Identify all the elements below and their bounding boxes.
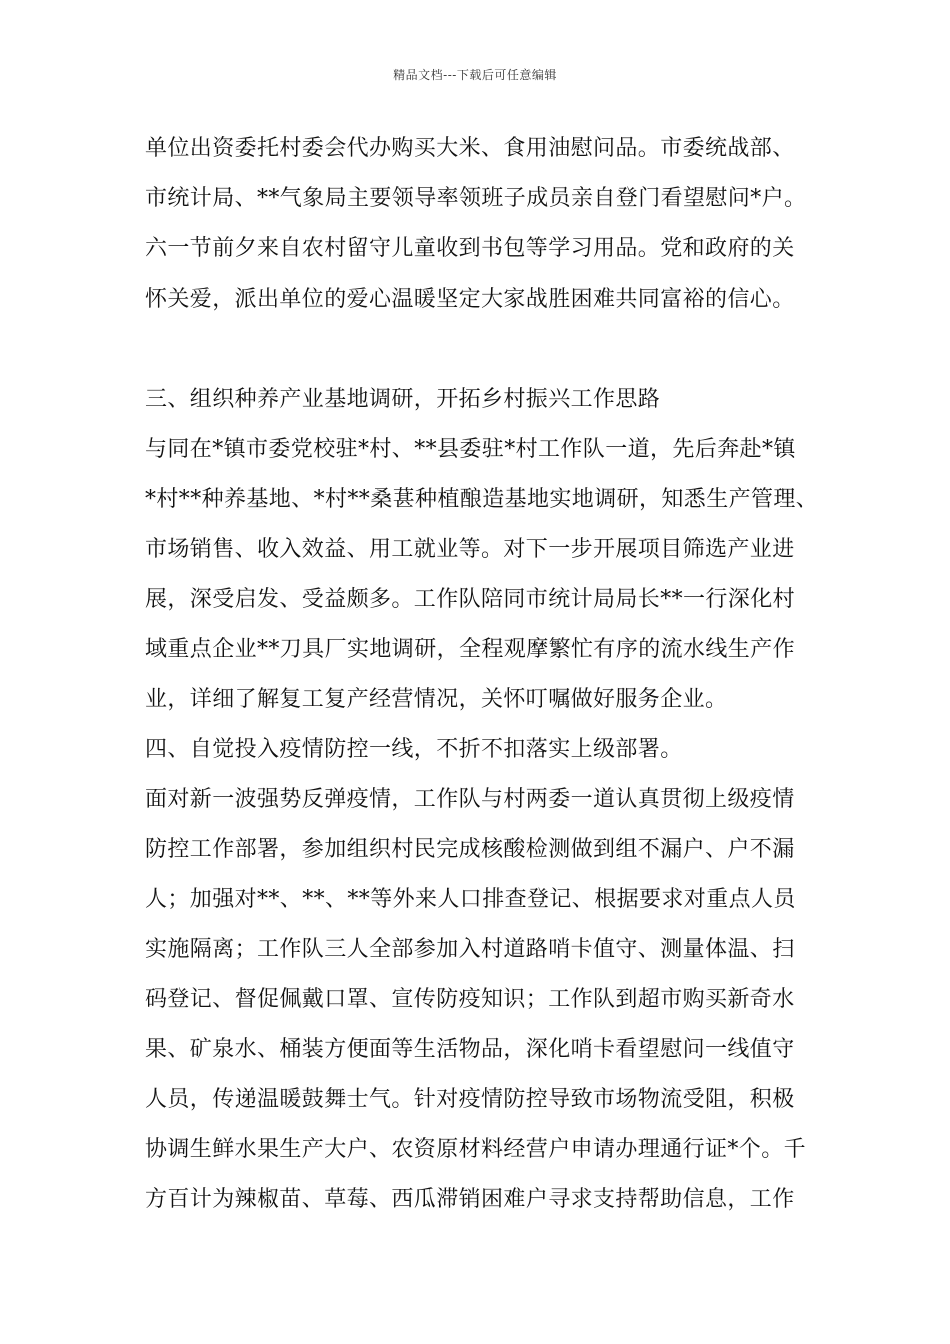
text-line: 人员，传递温暖鼓舞士气。针对疫情防控导致市场物流受阻，积极 [145, 1087, 795, 1112]
text-line: 码登记、督促佩戴口罩、宣传防疫知识；工作队到超市购买新奇水 [145, 987, 795, 1012]
text-line: 域重点企业**刀具厂实地调研，全程观摩繁忙有序的流水线生产作 [145, 637, 796, 662]
text-line: 怀关爱，派出单位的爱心温暖坚定大家战胜困难共同富裕的信心。 [145, 287, 795, 312]
text-line: *村**种养基地、*村**桑葚种植酿造基地实地调研，知悉生产管理、 [145, 487, 819, 512]
text-line: 面对新一波强势反弹疫情，工作队与村两委一道认真贯彻上级疫情 [145, 787, 795, 812]
text-line: 果、矿泉水、桶装方便面等生活物品，深化哨卡看望慰问一线值守 [145, 1037, 795, 1062]
text-line: 市场销售、收入效益、用工就业等。对下一步开展项目筛选产业进 [145, 537, 795, 562]
text-line: 实施隔离；工作队三人全部参加入村道路哨卡值守、测量体温、扫 [145, 937, 795, 962]
text-line: 业，详细了解复工复产经营情况，关怀叮嘱做好服务企业。 [145, 687, 728, 712]
text-line: 展，深受启发、受益颇多。工作队陪同市统计局局长**一行深化村 [145, 587, 796, 612]
text-line: 防控工作部署，参加组织村民完成核酸检测做到组不漏户、户不漏 [145, 837, 795, 862]
page-header: 精品文档---下载后可任意编辑 [393, 68, 557, 82]
text-line: 人；加强对**、**、**等外来人口排查登记、根据要求对重点人员 [145, 887, 796, 912]
text-line: 协调生鲜水果生产大户、农资原材料经营户申请办理通行证*个。千 [145, 1137, 807, 1162]
text-line: 方百计为辣椒苗、草莓、西瓜滞销困难户寻求支持帮助信息，工作 [145, 1187, 795, 1212]
section-heading: 四、自觉投入疫情防控一线，不折不扣落实上级部署。 [145, 737, 683, 762]
text-line: 单位出资委托村委会代办购买大米、食用油慰问品。市委统战部、 [145, 136, 795, 161]
text-line: 市统计局、**气象局主要领导率领班子成员亲自登门看望慰问*户。 [145, 186, 807, 211]
text-line: 与同在*镇市委党校驻*村、**县委驻*村工作队一道，先后奔赴*镇 [145, 437, 796, 462]
text-line: 六一节前夕来自农村留守儿童收到书包等学习用品。党和政府的关 [145, 236, 795, 261]
section-heading: 三、组织种养产业基地调研，开拓乡村振兴工作思路 [145, 387, 661, 412]
